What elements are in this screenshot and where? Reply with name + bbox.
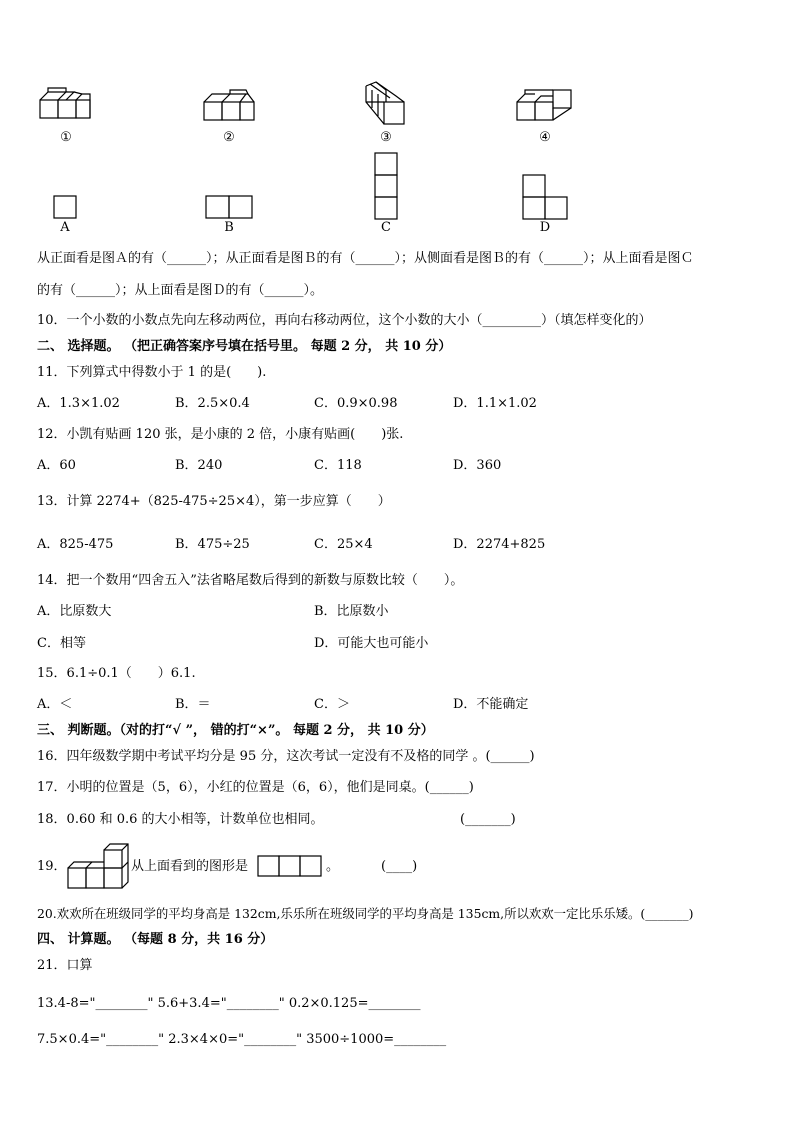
q10-text: 10．一个小数的小数点先向左移动两位，再向右移动两位，这个小数的大小（_________）（填怎样变化的） <box>37 313 652 328</box>
q11-option-d: D．1.1×1.02 <box>453 396 537 411</box>
q13-option-c: C．25×4 <box>314 537 373 552</box>
cube-figure-4 <box>515 86 577 128</box>
q12-option-a: A．60 <box>37 458 76 473</box>
q13-stem: 13．计算 2274+（825-475÷25×4），第一步应算（ ） <box>37 494 391 509</box>
q19-blank: (____) <box>381 859 418 874</box>
q19-text: 从上面看到的图形是 <box>131 859 249 874</box>
q21-row-2: 7.5×0.4="________" 2.3×4×0="________" 3500÷1000=________ <box>37 1032 447 1047</box>
q15-option-b: B．＝ <box>175 697 211 712</box>
view-label-b: B <box>224 220 234 235</box>
q9-line-1: 从正面看是图Ａ的有（______）；从正面看是图Ｂ的有（______）；从侧面看是图Ｂ的有（______）；从上面看是图Ｃ <box>37 251 694 266</box>
q18-blank: (_______) <box>460 812 516 827</box>
view-figure-b <box>205 195 253 219</box>
figure-label-3: ③ <box>380 130 392 145</box>
figure-label-1: ① <box>60 130 72 145</box>
q12-option-c: C．118 <box>314 458 362 473</box>
q11-stem: 11．下列算式中得数小于 1 的是( ). <box>37 365 267 380</box>
q17-text: 17．小明的位置是（5，6），小红的位置是（6，6），他们是同桌。(______) <box>37 780 474 795</box>
q19-end: 。 <box>326 859 340 874</box>
q15-stem: 15．6.1÷0.1（ ）6.1. <box>37 666 196 681</box>
q18-text: 18．0.60 和 0.6 的大小相等，计数单位也相同。 <box>37 812 324 827</box>
q14-stem: 14．把一个数用“四舍五入”法省略尾数后得到的新数与原数比较（ ）。 <box>37 573 464 588</box>
q11-option-c: C．0.9×0.98 <box>314 396 398 411</box>
q13-option-b: B．475÷25 <box>175 537 250 552</box>
q9-line-2: 的有（______）；从上面看是图Ｄ的有（______）。 <box>37 283 324 298</box>
q16-text: 16．四年级数学期中考试平均分是 95 分，这次考试一定没有不及格的同学 。(______) <box>37 749 535 764</box>
cube-figure-3 <box>362 80 412 132</box>
q19-cube-figure <box>66 842 132 890</box>
q12-option-b: B．240 <box>175 458 223 473</box>
q15-option-d: D．不能确定 <box>453 697 529 712</box>
figure-label-2: ② <box>223 130 235 145</box>
q21-title: 21．口算 <box>37 958 93 973</box>
q14-option-a: A．比原数大 <box>37 604 112 619</box>
q13-option-d: D．2274+825 <box>453 537 546 552</box>
section-4-heading: 四、 计算题。 （每题 8 分，共 16 分） <box>37 932 274 947</box>
cube-figure-1 <box>36 86 96 128</box>
section-2-heading: 二、 选择题。 （把正确答案序号填在括号里。 每题 2 分， 共 10 分） <box>37 339 452 354</box>
q21-row-1: 13.4-8="________" 5.6+3.4="________" 0.2×0.125=________ <box>37 996 421 1011</box>
q11-option-a: A．1.3×1.02 <box>37 396 120 411</box>
figure-label-4: ④ <box>539 130 551 145</box>
view-label-d: D <box>539 220 551 235</box>
view-label-c: C <box>381 220 391 235</box>
q14-option-c: C．相等 <box>37 636 86 651</box>
view-figure-a <box>53 195 77 219</box>
q20-text: 20.欢欢所在班级同学的平均身高是 132cm,乐乐所在班级同学的平均身高是 135cm,所以欢欢一定比乐乐矮。(_______) <box>37 906 694 921</box>
q14-option-d: D．可能大也可能小 <box>314 636 429 651</box>
q14-option-b: B．比原数小 <box>314 604 389 619</box>
q19-number: 19． <box>37 859 67 874</box>
q19-top-view-figure <box>257 855 323 877</box>
view-figure-c <box>374 152 398 220</box>
section-3-heading: 三、 判断题。（对的打“√ ”， 错的打“×”。 每题 2 分， 共 10 分） <box>37 723 434 738</box>
cube-figure-2 <box>200 88 260 128</box>
q15-option-c: C．＞ <box>314 697 350 712</box>
view-figure-d <box>522 174 568 220</box>
q15-option-a: A．＜ <box>37 697 73 712</box>
q12-option-d: D．360 <box>453 458 502 473</box>
q11-option-b: B．2.5×0.4 <box>175 396 250 411</box>
q12-stem: 12．小凯有贴画 120 张，是小康的 2 倍，小康有贴画( )张. <box>37 427 404 442</box>
view-label-a: A <box>60 220 70 235</box>
q13-option-a: A．825-475 <box>37 537 114 552</box>
